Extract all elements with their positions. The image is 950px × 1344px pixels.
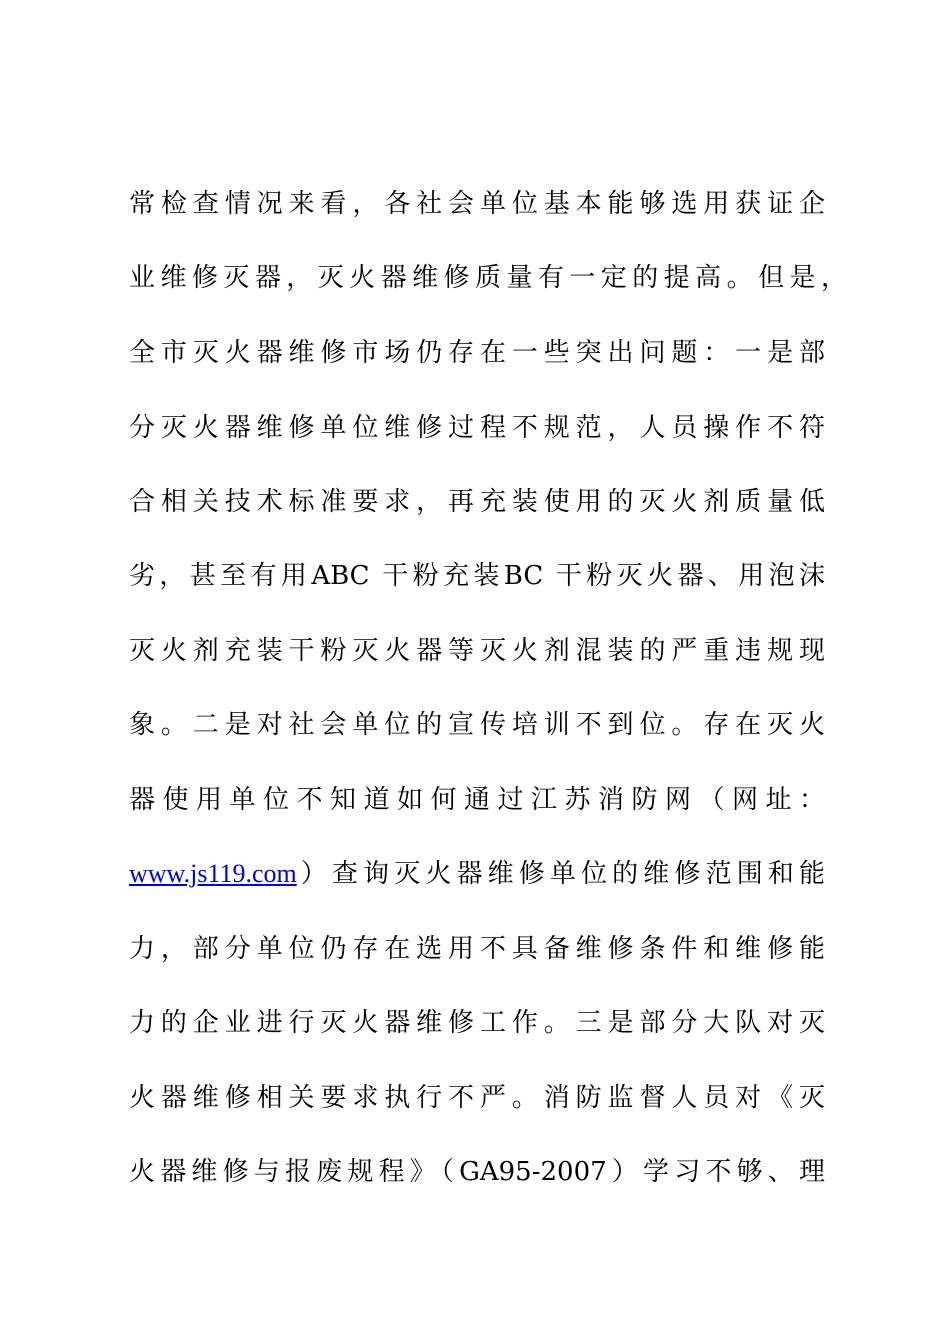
text-line-9: 器使用单位不知道如何通过江苏消防网（网址： [129, 785, 825, 815]
text-line-11: 力，部分单位仍存在选用不具备维修条件和维修能 [129, 934, 825, 964]
text-line-10-rest: ）查询灭火器维修单位的维修范围和能 [300, 859, 825, 889]
text-line-8: 象。二是对社会单位的宣传培训不到位。存在灭火 [129, 710, 825, 740]
text-line-13: 火器维修相关要求执行不严。消防监督人员对《灭 [129, 1083, 825, 1113]
website-link[interactable]: www.js119.com [129, 859, 297, 888]
text-line-10 [129, 854, 825, 894]
text-line-4: 分灭火器维修单位维修过程不规范，人员操作不符 [129, 413, 825, 443]
text-line-14: 火器维修与报废规程》（GA95-2007）学习不够、理 [129, 1157, 825, 1187]
text-line-12: 力的企业进行灭火器维修工作。三是部分大队对灭 [129, 1008, 825, 1038]
text-line-6: 劣，甚至有用ABC 干粉充装BC 干粉灭火器、用泡沫 [129, 561, 825, 591]
text-line-1: 常检查情况来看，各社会单位基本能够选用获证企 [129, 189, 825, 219]
text-line-2: 业维修灭器，灭火器维修质量有一定的提高。但是， [129, 263, 847, 293]
text-line-7: 灭火剂充装干粉灭火器等灭火剂混装的严重违规现 [129, 636, 825, 666]
text-line-5: 合相关技术标准要求，再充装使用的灭火剂质量低 [129, 487, 825, 517]
text-line-3: 全市灭火器维修市场仍存在一些突出问题：一是部 [129, 338, 825, 368]
